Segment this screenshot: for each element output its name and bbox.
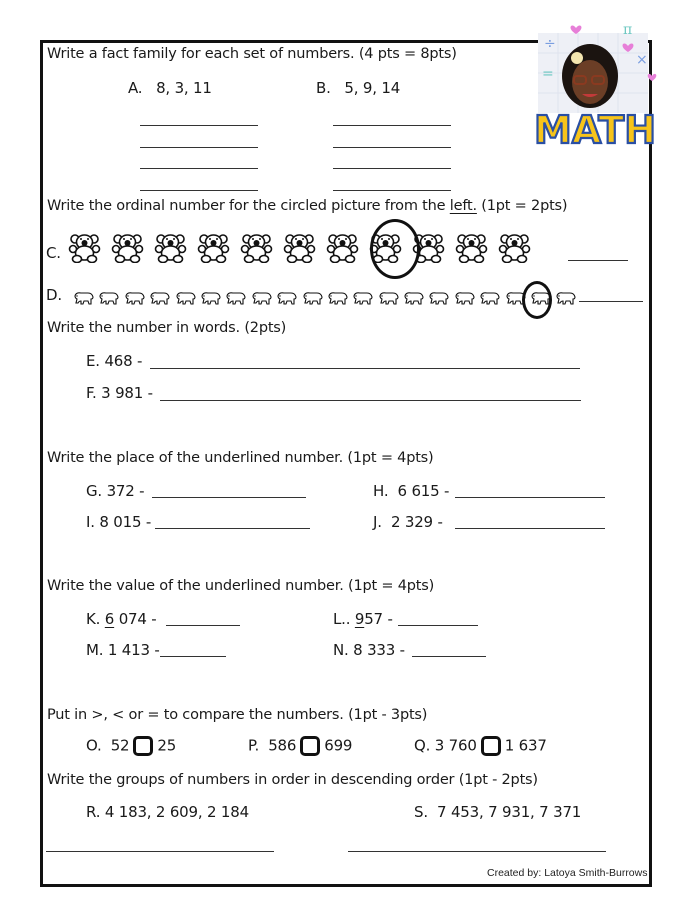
heading-underlined-word: left. — [449, 198, 477, 214]
item-label: O. — [86, 736, 102, 755]
teddy-bear-icon — [283, 231, 316, 263]
answer-line-s[interactable] — [348, 851, 606, 852]
item-l — [333, 610, 393, 628]
polar-bear-icon — [200, 290, 221, 304]
polar-bear-icon — [352, 290, 373, 304]
row-d-label: D. — [46, 286, 62, 304]
item-label: R. — [86, 803, 101, 821]
underlined-digit: 6 — [104, 610, 115, 628]
circled-bear-marker — [370, 219, 420, 279]
teddy-bear-icon — [154, 231, 187, 263]
item-numbers: 5, 9, 14 — [344, 79, 401, 97]
item-i — [86, 513, 151, 531]
answer-line-a4[interactable] — [140, 190, 258, 191]
answer-line-f[interactable] — [160, 400, 581, 401]
answer-line-g[interactable] — [152, 497, 306, 498]
svg-text:π: π — [623, 22, 633, 38]
section-heading-ordinal — [47, 198, 567, 214]
item-label: G. — [86, 482, 102, 500]
item-r — [86, 803, 249, 821]
item-label: L.. — [333, 610, 351, 628]
item-number: 8 015 - — [99, 513, 152, 531]
polar-bear-icon — [403, 290, 424, 304]
item-f — [86, 384, 153, 402]
item-o — [86, 736, 176, 756]
item-s — [414, 803, 581, 821]
section-heading-compare: Put in >, < or = to compare the numbers. (1pt - 3pts) — [47, 707, 428, 723]
item-m — [86, 641, 160, 659]
teddy-bear-icon — [498, 231, 531, 263]
item-label: A. — [128, 79, 143, 97]
polar-bear-icon — [302, 290, 323, 304]
answer-line-j[interactable] — [455, 528, 605, 529]
compare-box-q[interactable] — [481, 736, 501, 756]
answer-line-b1[interactable] — [333, 125, 451, 126]
heading-text: Write the ordinal number for the circled picture from the — [47, 198, 446, 214]
answer-line-m[interactable] — [160, 656, 226, 657]
item-label: Q. — [414, 736, 431, 755]
item-label: P. — [248, 736, 260, 755]
polar-bear-icon — [175, 290, 196, 304]
item-j — [373, 513, 443, 531]
answer-line-a3[interactable] — [140, 168, 258, 169]
answer-line-b4[interactable] — [333, 190, 451, 191]
item-label: I. — [86, 513, 95, 531]
answer-line-k[interactable] — [166, 625, 240, 626]
answer-line-i[interactable] — [155, 528, 310, 529]
teddy-bear-row — [68, 231, 541, 263]
polar-bear-icon — [378, 290, 399, 304]
answer-line-b2[interactable] — [333, 147, 451, 148]
section-heading-words: Write the number in words. (2pts) — [47, 320, 287, 336]
polar-bear-icon — [225, 290, 246, 304]
item-g — [86, 482, 144, 500]
item-k — [86, 610, 157, 628]
polar-bear-row — [73, 290, 581, 304]
polar-bear-icon — [428, 290, 449, 304]
svg-text:×: × — [636, 52, 648, 68]
item-label: F. — [86, 384, 97, 402]
left-number: 586 — [268, 736, 297, 755]
item-label: H. — [373, 482, 389, 500]
teacher-avatar-math-logo-icon — [528, 18, 658, 153]
item-number: 6 615 - — [397, 482, 450, 500]
answer-line-l[interactable] — [398, 625, 478, 626]
answer-line-h[interactable] — [455, 497, 605, 498]
answer-line-d[interactable] — [579, 301, 643, 302]
teddy-bear-icon — [326, 231, 359, 263]
polar-bear-icon — [149, 290, 170, 304]
section-heading-fact-family: Write a fact family for each set of numbers. (4 pts = 8pts) — [47, 46, 457, 62]
item-label: K. — [86, 610, 101, 628]
polar-bear-icon — [73, 290, 94, 304]
item-number: 468 - — [104, 352, 143, 370]
item-number: 1 413 - — [107, 641, 160, 659]
item-number-rest: 074 - — [114, 610, 157, 628]
teddy-bear-icon — [240, 231, 273, 263]
item-n — [333, 641, 405, 659]
teddy-bear-icon — [68, 231, 101, 263]
item-label: N. — [333, 641, 349, 659]
item-number: 2 329 - — [390, 513, 443, 531]
section-heading-value: Write the value of the underlined number. (1pt = 4pts) — [47, 578, 435, 594]
item-h — [373, 482, 449, 500]
answer-line-b3[interactable] — [333, 168, 451, 169]
answer-line-a1[interactable] — [140, 125, 258, 126]
item-p — [248, 736, 352, 756]
item-label: J. — [373, 513, 382, 531]
compare-box-o[interactable] — [133, 736, 153, 756]
polar-bear-icon — [124, 290, 145, 304]
polar-bear-icon — [454, 290, 475, 304]
svg-text:÷: ÷ — [544, 36, 556, 52]
teddy-bear-icon — [455, 231, 488, 263]
item-label: B. — [316, 79, 331, 97]
item-numbers: 4 183, 2 609, 2 184 — [104, 803, 249, 821]
item-label: S. — [414, 803, 428, 821]
item-a — [128, 79, 212, 97]
heading-tail: (1pt = 2pts) — [476, 198, 568, 214]
polar-bear-icon — [479, 290, 500, 304]
underlined-digit: 9 — [354, 610, 365, 628]
polar-bear-icon — [555, 290, 576, 304]
compare-box-p[interactable] — [300, 736, 320, 756]
row-c-label: C. — [46, 244, 61, 262]
section-heading-place: Write the place of the underlined number. (1pt = 4pts) — [47, 450, 434, 466]
right-number: 699 — [324, 736, 353, 755]
item-b — [316, 79, 400, 97]
left-number: 52 — [110, 736, 130, 755]
answer-line-r[interactable] — [46, 851, 274, 852]
polar-bear-icon — [327, 290, 348, 304]
teddy-bear-icon — [111, 231, 144, 263]
item-e — [86, 352, 142, 370]
item-numbers: 8, 3, 11 — [156, 79, 212, 97]
answer-line-e[interactable] — [150, 368, 580, 369]
item-label: E. — [86, 352, 100, 370]
item-q — [414, 736, 547, 756]
item-number: 8 333 - — [353, 641, 405, 659]
answer-line-a2[interactable] — [140, 147, 258, 148]
item-label: M. — [86, 641, 104, 659]
section-heading-order: Write the groups of numbers in order in descending order (1pt - 2pts) — [47, 772, 538, 788]
math-logo — [528, 18, 658, 153]
polar-bear-icon — [98, 290, 119, 304]
polar-bear-icon — [251, 290, 272, 304]
svg-text:=: = — [542, 66, 554, 82]
right-number: 1 637 — [504, 736, 547, 755]
answer-line-c[interactable] — [568, 260, 628, 261]
right-number: 25 — [157, 736, 177, 755]
item-number-rest: 57 - — [364, 610, 393, 628]
item-number: 3 981 - — [101, 384, 153, 402]
creator-credit: Created by: Latoya Smith-Burrows — [487, 867, 648, 879]
svg-text:MATH: MATH — [534, 108, 656, 152]
polar-bear-icon — [276, 290, 297, 304]
circled-animal-marker — [522, 281, 552, 319]
item-numbers: 7 453, 7 931, 7 371 — [437, 803, 582, 821]
teddy-bear-icon — [197, 231, 230, 263]
answer-line-n[interactable] — [412, 656, 486, 657]
left-number: 3 760 — [434, 736, 477, 755]
item-number: 372 - — [106, 482, 145, 500]
